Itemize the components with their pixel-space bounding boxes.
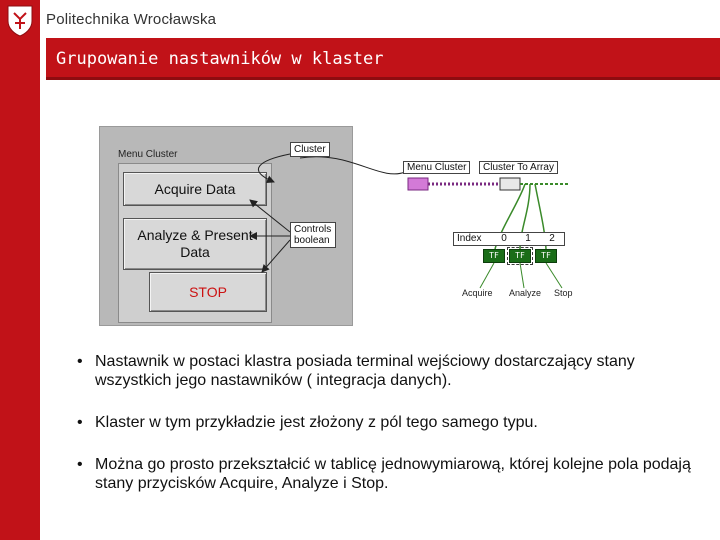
out-wire-stop — [546, 263, 562, 288]
analyze-present-data-button[interactable]: Analyze & Present Data — [123, 218, 267, 270]
out-wire-analyze — [520, 263, 524, 288]
bullet-item: • Klaster w tym przykładzie jest złożony z pól tego samego typu. — [75, 413, 695, 432]
front-panel-label: Menu Cluster — [118, 149, 178, 160]
index-2: 2 — [549, 233, 555, 244]
cluster-callout: Cluster — [290, 142, 330, 157]
controls-boolean-callout: Controls boolean — [290, 222, 336, 248]
left-accent-bar — [0, 0, 40, 540]
menu-cluster-label: Menu Cluster — [403, 161, 470, 174]
university-logo-icon — [0, 0, 40, 40]
index-0: 0 — [501, 233, 507, 244]
cluster-to-array-label: Cluster To Array — [479, 161, 558, 174]
stop-terminal[interactable]: TF — [535, 249, 557, 263]
output-acquire-label: Acquire — [462, 288, 493, 298]
bullet-item: • Można go prosto przekształcić w tablicę jednowymiarową, której kolejne pola podają stany przycisków Acquire, Analyze i Stop. — [75, 455, 695, 493]
output-analyze-label: Analyze — [509, 288, 542, 298]
output-stop-label: Stop — [554, 288, 573, 298]
cluster-to-array-node — [500, 178, 520, 190]
index-label: Index — [457, 233, 482, 244]
acquire-data-button[interactable]: Acquire Data — [123, 172, 267, 206]
university-name: Politechnika Wrocławska — [46, 11, 217, 28]
stop-button[interactable]: STOP — [149, 272, 267, 312]
bullet-list — [75, 352, 695, 516]
index-1: 1 — [525, 233, 531, 244]
out-wire-acquire — [480, 263, 494, 288]
menu-cluster-terminal — [408, 178, 428, 190]
acquire-terminal[interactable]: TF — [483, 249, 505, 263]
slide-title: Grupowanie nastawników w klaster — [56, 49, 384, 69]
analyze-terminal[interactable]: TF — [509, 249, 531, 263]
index-row — [453, 232, 565, 246]
boolean-terminals — [483, 249, 557, 263]
cluster-frame — [118, 163, 272, 323]
bullet-item: • Nastawnik w postaci klastra posiada terminal wejściowy dostarczający stany wszystkich jego nastawników ( integracja danych). — [75, 352, 695, 390]
title-bar — [46, 38, 720, 80]
